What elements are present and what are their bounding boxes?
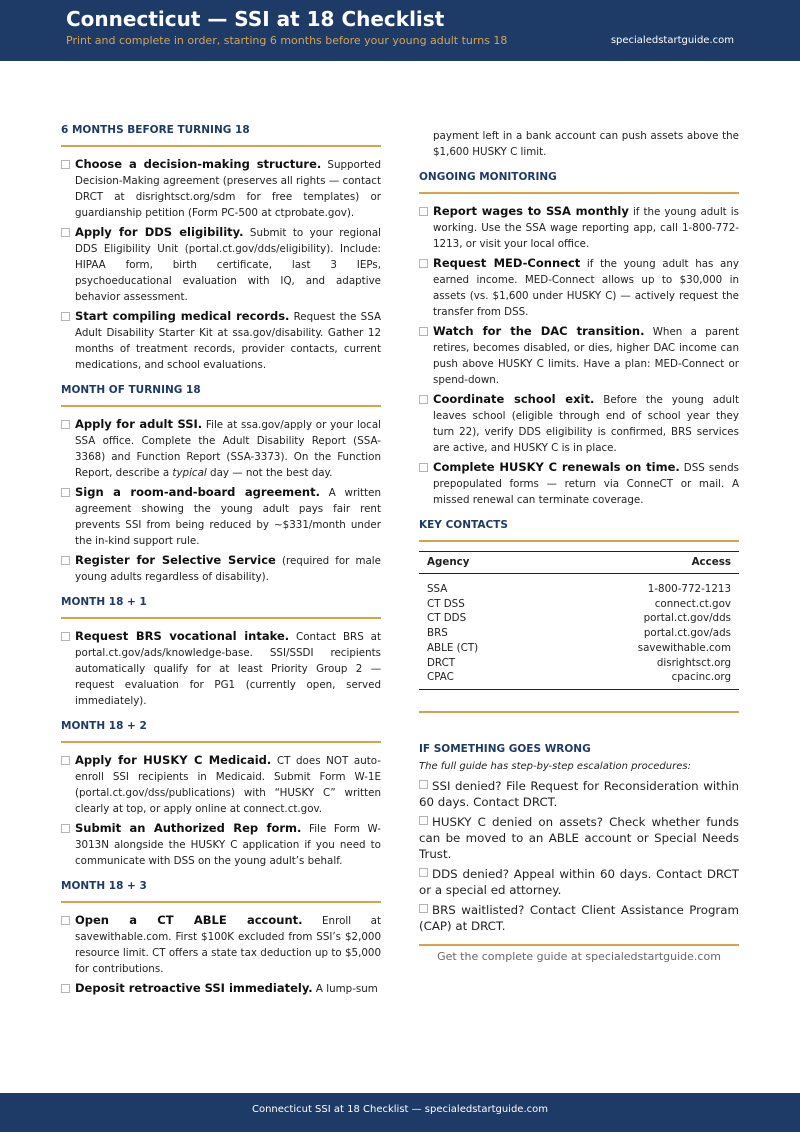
checklist-item [61,416,381,481]
item-heading: Sign a room-and-board agreement. [75,485,320,499]
section-title: 6 MONTHS BEFORE TURNING 18 [61,124,381,147]
checklist-item [419,203,739,252]
table-row [419,574,739,597]
left-column [61,124,381,1000]
column-header-access: Access [541,552,739,574]
access-cell: cpacinc.org [671,671,731,684]
table-header-row [419,552,739,574]
checklist-item [61,912,381,977]
agency-cell: ABLE (CT) [427,641,479,654]
checkbox[interactable] [419,816,428,825]
item-heading: Open a CT ABLE account. [75,913,303,927]
section-title: ONGOING MONITORING [419,171,739,194]
item-text: Submit to your regional DDS Eligibility Unit (portal.ct.gov/dds/eligibility). Include: HIPAA form, birth certificate, last 3 IEPs, psychoeducational evaluation with IQ, and adaptive behavior assessment. [75,227,381,303]
access-cell: disrightsct.org [656,656,731,669]
section-title: MONTH 18 + 1 [61,596,381,619]
checkbox[interactable] [61,160,70,169]
escalation-item [419,778,739,810]
checkbox[interactable] [419,395,428,404]
checklist-item [61,224,381,305]
item-text: day — not the best day. [206,467,333,479]
checkbox[interactable] [419,327,428,336]
escalation-item [419,866,739,898]
table-row [419,626,739,641]
guide-call-to-action[interactable]: Get the complete guide at specialedstartguide.com [419,944,739,963]
escalation-text: BRS waitlisted? Contact Client Assistance Program (CAP) at DRCT. [419,902,739,933]
item-continuation: payment left in a bank account can push assets above the $1,600 HUSKY C limit. [433,130,739,158]
item-heading: Apply for DDS eligibility. [75,225,244,239]
checklist-item [61,308,381,373]
item-text: Enroll at savewithable.com. First $100K excluded from SSI’s $2,000 resource limit. CT offers a state tax deduction up to $5,000 for contributions. [75,915,381,975]
item-text: if the young adult is working. Use the SSA wage reporting app, call 1-800-772-1213, or visit your local office. [433,206,739,250]
section-title: MONTH OF TURNING 18 [61,384,381,407]
table-row [419,670,739,689]
item-heading: Register for Selective Service [75,553,276,567]
item-heading: Apply for HUSKY C Medicaid. [75,753,272,767]
item-heading: Deposit retroactive SSI immediately. [75,981,313,995]
checklist-item [61,752,381,817]
checklist-item [419,323,739,388]
checklist-item [419,459,739,508]
escalation-text: SSI denied? File Request for Reconsideration within 60 days. Contact DRCT. [419,778,739,809]
item-heading: Choose a decision-making structure. [75,157,322,171]
item-text: A lump-sum [312,983,378,995]
access-cell: 1-800-772-1213 [647,583,731,595]
checkbox[interactable] [419,259,428,268]
escalation-text: DDS denied? Appeal within 60 days. Contact DRCT or a special ed attorney. [419,866,739,897]
item-heading: Request BRS vocational intake. [75,629,290,643]
escalation-item [419,902,739,934]
checkbox[interactable] [61,228,70,237]
checklist-item [61,156,381,221]
checklist-item [419,255,739,320]
table-row [419,641,739,656]
access-cell: connect.ct.gov [654,597,731,610]
item-text: Before the young adult leaves school (eligible through end of school year they turn 22), verify DDS eligibility is confirmed, BRS services are active, and HUSKY C is in place. [433,394,739,454]
table-row [419,597,739,612]
checklist-item [61,980,381,997]
item-text: Request the SSA Adult Disability Starter Kit at ssa.gov/disability. Gather 12 months of treatment records, provider contacts, current medications, and school evaluations. [75,311,381,371]
item-text: File Form W-3013N alongside the HUSKY C application if you need to communicate with DSS on the young adult’s behalf. [75,823,381,867]
access-cell: savewithable.com [637,641,731,654]
contacts-table [419,551,739,690]
agency-cell: CT DDS [427,612,467,625]
page-title: Connecticut — SSI at 18 Checklist [66,7,445,31]
checklist-item [419,391,739,456]
section-title: MONTH 18 + 2 [61,720,381,743]
item-text: Supported Decision-Making agreement (preserves all rights — contact DRCT at disrightsct.org/sdm for free templates) or guardianship petition (Form PC-500 at ctprobate.gov). [75,159,381,219]
checkbox[interactable] [61,916,70,925]
checkbox[interactable] [419,868,428,877]
section-title: KEY CONTACTS [419,519,739,542]
checkbox[interactable] [61,420,70,429]
section-title: IF SOMETHING GOES WRONG [419,742,591,755]
agency-cell: CPAC [427,671,454,684]
item-text: CT does NOT auto-enroll SSI recipients in Medicaid. Submit Form W-1E (portal.ct.gov/dss/publications) with “HUSKY C” written clearly at top, or apply online at connect.ct.gov. [75,755,381,815]
checklist-item [61,552,381,585]
checklist-item [61,628,381,709]
page-subtitle: Print and complete in order, starting 6 months before your young adult turns 18 [66,34,508,47]
item-text: if the young adult has any earned income. MED-Connect allows up to $30,000 in assets (vs. $1,600 under HUSKY C) — actively request the transfer from DSS. [433,258,739,318]
item-text: (required for male young adults regardless of disability). [75,555,381,583]
checkbox[interactable] [61,756,70,765]
page-header [0,0,800,61]
checkbox[interactable] [61,632,70,641]
checklist-item [61,484,381,549]
escalation-item [419,814,739,862]
checkbox[interactable] [419,780,428,789]
checkbox[interactable] [61,488,70,497]
item-heading: Report wages to SSA monthly [433,204,629,218]
agency-cell: BRS [427,627,448,640]
item-text: File at ssa.gov/apply or your local SSA office. Complete the Adult Disability Report (SSA-3368) and Function Report (SSA-3373). On the Function Report, describe a [75,419,381,479]
item-heading: Coordinate school exit. [433,392,595,406]
page-footer: Connecticut SSI at 18 Checklist — specialedstartguide.com [0,1093,800,1132]
item-heading: Request MED-Connect [433,256,581,270]
checkbox[interactable] [419,463,428,472]
agency-cell: SSA [427,583,448,595]
access-cell: portal.ct.gov/ads [643,627,731,640]
item-heading: Start compiling medical records. [75,309,290,323]
item-text: Contact BRS at portal.ct.gov/ads/knowledge-base. SSI/SSDI recipients automatically qualify for at least Priority Group 2 — request evaluation for PG1 (currently open, served immediately). [75,631,381,707]
item-heading: Apply for adult SSI. [75,417,203,431]
item-text: A written agreement showing the young adult pays fair rent prevents SSI from being reduced by ~$331/month under the in-kind support rule. [75,487,381,547]
checklist-item [61,820,381,869]
table-row [419,611,739,626]
right-column [419,128,739,963]
section-title: MONTH 18 + 3 [61,880,381,903]
agency-cell: CT DSS [427,597,465,610]
checkbox[interactable] [61,824,70,833]
item-heading: Complete HUSKY C renewals on time. [433,460,680,474]
escalation-text: HUSKY C denied on assets? Check whether funds can be moved to an ABLE account or Special Needs Trust. [419,814,739,861]
header-site-link[interactable]: specialedstartguide.com [610,35,734,46]
table-row [419,656,739,671]
item-text: DSS sends prepopulated forms — return via ConneCT or mail. A missed renewal can terminate coverage. [433,462,739,506]
item-heading: Watch for the DAC transition. [433,324,645,338]
section-intro: The full guide has step-by-step escalation procedures: [419,760,691,772]
checkbox[interactable] [61,556,70,565]
checkbox[interactable] [419,904,428,913]
column-header-agency: Agency [419,552,541,574]
checkbox[interactable] [419,207,428,216]
access-cell: portal.ct.gov/dds [643,612,731,625]
item-heading: Submit an Authorized Rep form. [75,821,302,835]
agency-cell: DRCT [427,656,456,669]
checkbox[interactable] [61,312,70,321]
item-emphasis: typical [172,467,207,479]
item-text: When a parent retires, becomes disabled, or dies, higher DAC income can push above HUSKY C limits. Have a plan: MED-Connect or spend-down. [433,326,739,386]
checkbox[interactable] [61,984,70,993]
section-divider [419,711,739,713]
